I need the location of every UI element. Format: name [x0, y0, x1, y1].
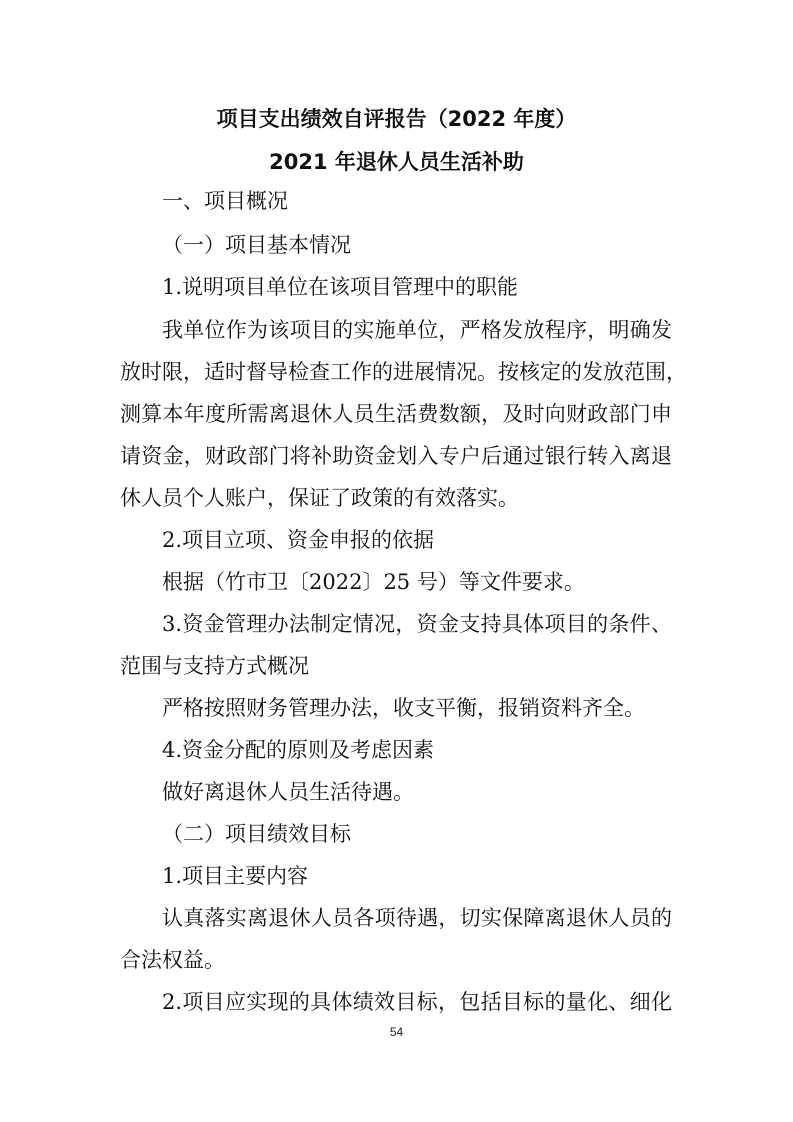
item-heading-specific-goals: 2.项目应实现的具体绩效目标，包括目标的量化、细化: [162, 990, 672, 1014]
paragraph-line: 根据（竹市卫〔2022〕25 号）等文件要求。: [162, 570, 585, 594]
item-heading-main-content: 1.项目主要内容: [162, 864, 309, 888]
item-heading-allocation: 4.资金分配的原则及考虑因素: [162, 738, 435, 762]
item-heading-unit-role: 1.说明项目单位在该项目管理中的职能: [162, 275, 519, 299]
paragraph-line: 请资金，财政部门将补助资金划入专户后通过银行转入离退: [120, 444, 672, 468]
subsection-heading-basic-info: （一）项目基本情况: [162, 233, 351, 257]
item-heading-fund-management: 3.资金管理办法制定情况，资金支持具体项目的条件、: [162, 612, 672, 636]
paragraph-line: 认真落实离退休人员各项待遇，切实保障离退休人员的: [162, 906, 672, 930]
paragraph-line: 严格按照财务管理办法，收支平衡，报销资料齐全。: [162, 696, 645, 720]
paragraph-line: 我单位作为该项目的实施单位，严格发放程序，明确发: [162, 318, 672, 342]
report-title: 项目支出绩效自评报告（2022 年度）: [216, 107, 577, 131]
page-number: 54: [389, 1025, 404, 1039]
report-subtitle: 2021 年退休人员生活补助: [269, 150, 524, 174]
subsection-heading-performance-goals: （二）项目绩效目标: [162, 822, 351, 846]
item-heading-basis: 2.项目立项、资金申报的依据: [162, 528, 435, 552]
paragraph-line: 合法权益。: [120, 948, 225, 972]
paragraph-line: 休人员个人账户，保证了政策的有效落实。: [120, 486, 519, 510]
paragraph-line: 做好离退休人员生活待遇。: [162, 780, 414, 804]
item-heading-fund-management-cont: 范围与支持方式概况: [120, 654, 309, 678]
paragraph-line: 测算本年度所需离退休人员生活费数额，及时向财政部门申: [120, 402, 672, 426]
section-heading-project-overview: 一、项目概况: [162, 189, 288, 213]
paragraph-line: 放时限，适时督导检查工作的进展情况。按核定的发放范围，: [120, 360, 687, 384]
